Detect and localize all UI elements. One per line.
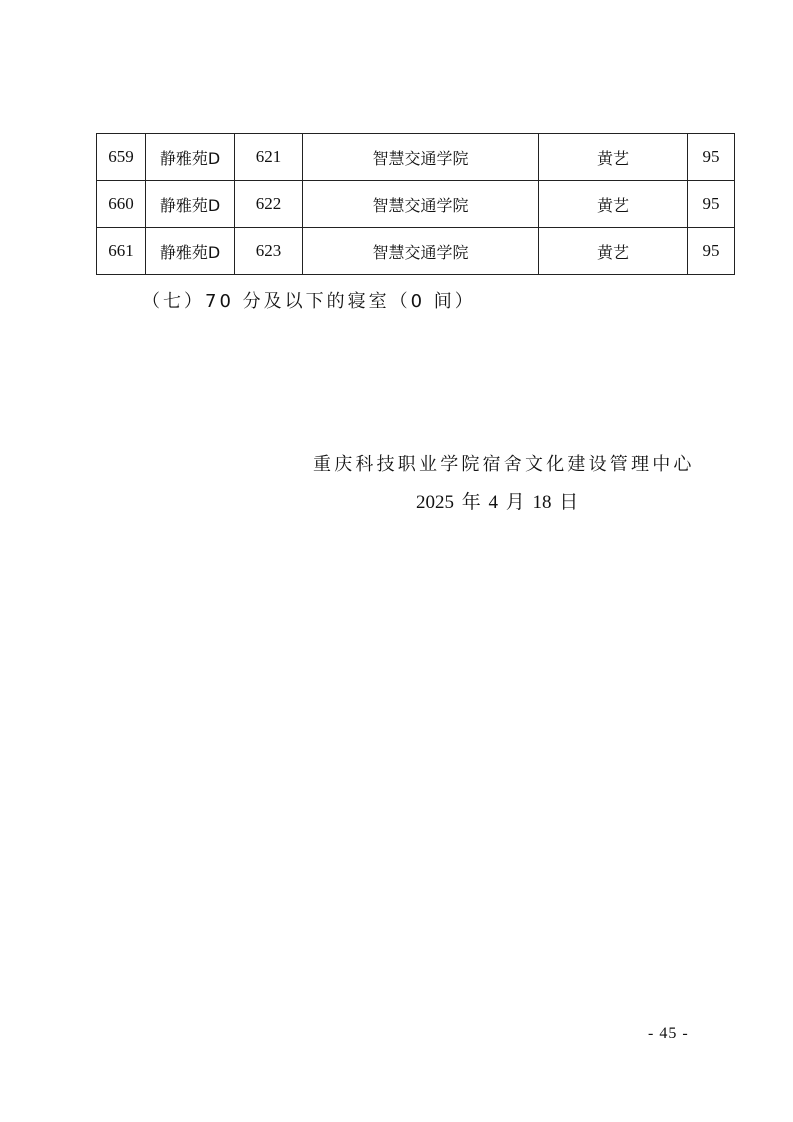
score-cell: 95 (688, 134, 735, 181)
building-cell: 静雅苑D (146, 228, 235, 275)
signature-date: 2025 年 4 月 18 日 (416, 492, 579, 513)
table-row (97, 228, 735, 275)
room-cell: 621 (235, 134, 303, 181)
section-heading: （七）70 分及以下的寝室（0 间） (142, 291, 476, 312)
score-cell: 95 (688, 228, 735, 275)
dorm-score-table (96, 133, 735, 275)
inspector-cell: 黄艺 (539, 228, 688, 275)
room-cell: 622 (235, 181, 303, 228)
row-number-cell: 659 (97, 134, 146, 181)
college-cell: 智慧交通学院 (303, 228, 539, 275)
inspector-cell: 黄艺 (539, 134, 688, 181)
table-row (97, 181, 735, 228)
signature-organization: 重庆科技职业学院宿舍文化建设管理中心 (313, 454, 695, 475)
score-cell: 95 (688, 181, 735, 228)
row-number-cell: 661 (97, 228, 146, 275)
building-cell: 静雅苑D (146, 134, 235, 181)
page-number: - 45 - (648, 1025, 689, 1042)
table-row (97, 134, 735, 181)
college-cell: 智慧交通学院 (303, 181, 539, 228)
inspector-cell: 黄艺 (539, 181, 688, 228)
room-cell: 623 (235, 228, 303, 275)
college-cell: 智慧交通学院 (303, 134, 539, 181)
building-cell: 静雅苑D (146, 181, 235, 228)
row-number-cell: 660 (97, 181, 146, 228)
